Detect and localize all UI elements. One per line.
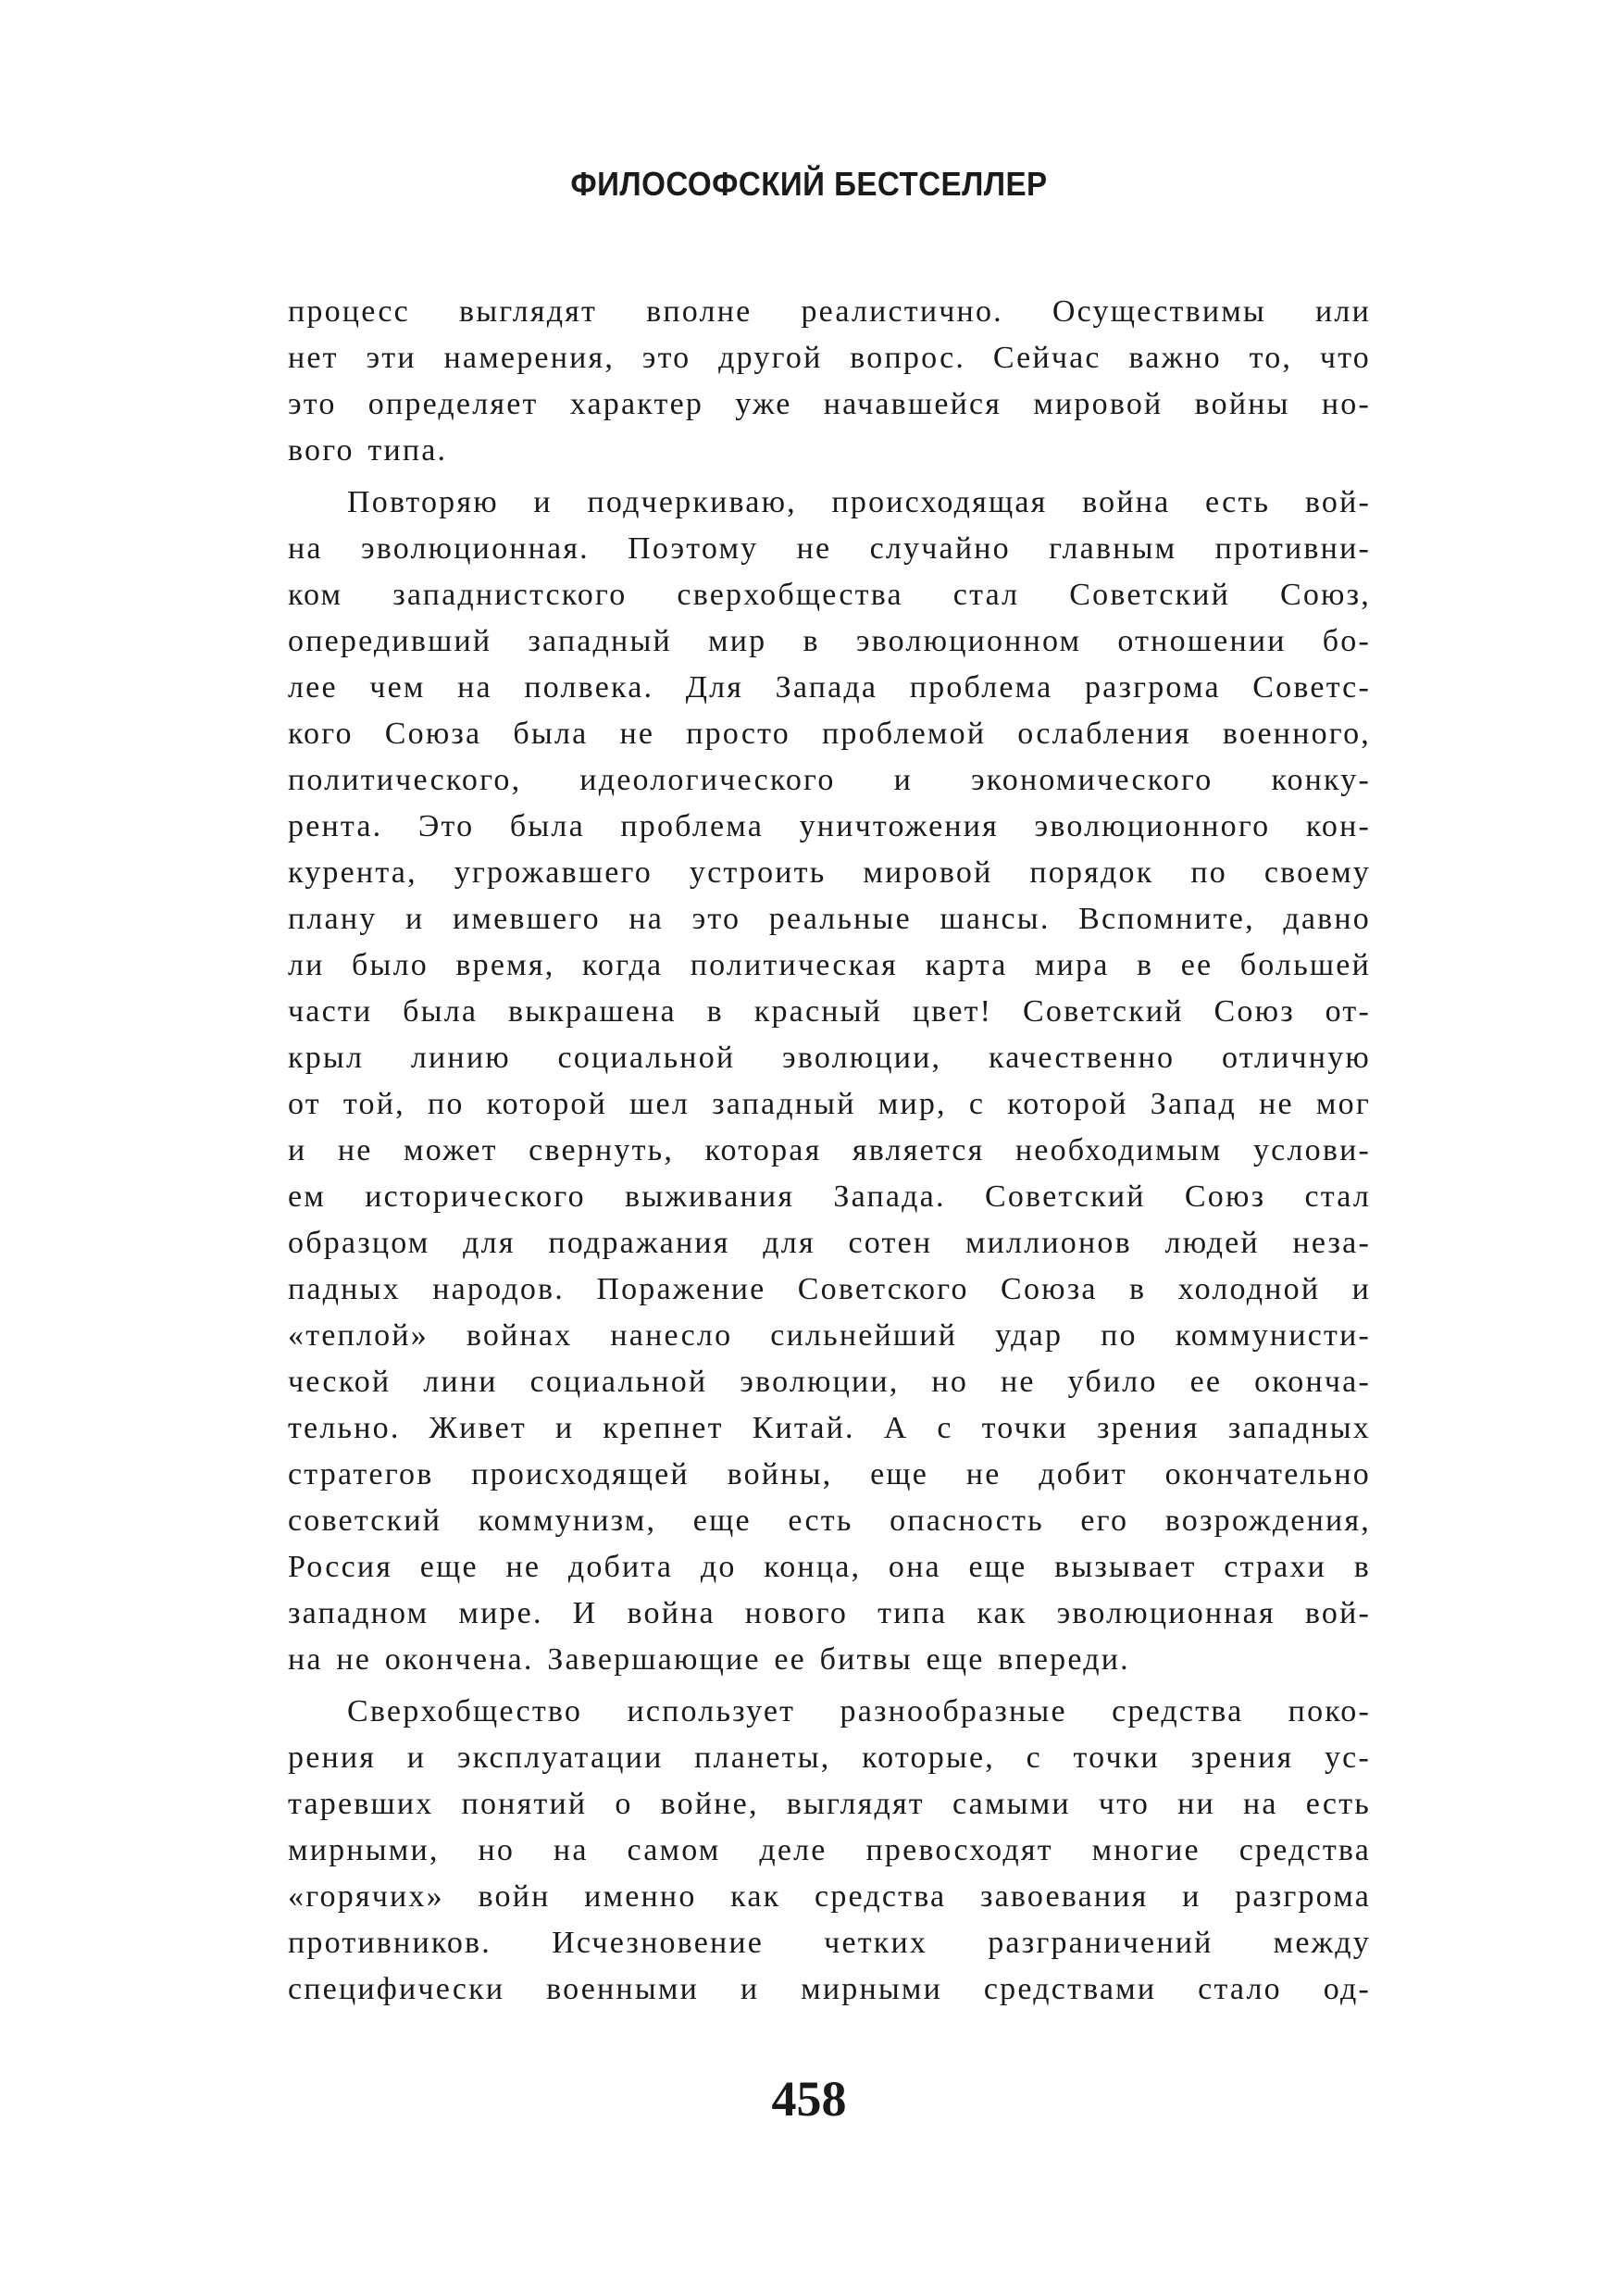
text-line: стратегов происходящей войны, еще не добит окончательно bbox=[288, 1457, 1371, 1491]
text-line: от той, по которой шел западный мир, с которой Запад не мог bbox=[288, 1087, 1371, 1121]
body-text bbox=[288, 289, 1371, 2013]
text-line: это определяет характер уже начавшейся мировой войны но- bbox=[288, 387, 1371, 421]
paragraph bbox=[288, 1689, 1371, 2013]
paragraph bbox=[288, 480, 1371, 1683]
text-line: и не может свернуть, которая является необходимым услови- bbox=[288, 1133, 1371, 1167]
text-line: таревших понятий о войне, выглядят самыми что ни на есть bbox=[288, 1787, 1371, 1821]
text-line: опередивший западный мир в эволюционном отношении бо- bbox=[288, 624, 1371, 658]
text-line: части была выкрашена в красный цвет! Советский Союз от- bbox=[288, 994, 1371, 1029]
text-line: нет эти намерения, это другой вопрос. Сейчас важно то, что bbox=[288, 341, 1371, 375]
text-line: падных народов. Поражение Советского Союза в холодной и bbox=[288, 1272, 1371, 1306]
text-line: западном мире. И война нового типа как эволюционная вой- bbox=[288, 1596, 1371, 1630]
running-title: ФИЛОСОФСКИЙ БЕСТСЕЛЛЕР bbox=[570, 165, 1048, 203]
text-line: процесс выглядят вполне реалистично. Осуществимы или bbox=[288, 294, 1371, 329]
text-line: «теплой» войнах нанесло сильнейший удар по коммунисти- bbox=[288, 1318, 1371, 1353]
text-line: вого типа. bbox=[288, 433, 448, 468]
text-line: образцом для подражания для сотен миллионов людей неза- bbox=[288, 1226, 1371, 1260]
text-line: ем исторического выживания Запада. Советский Союз стал bbox=[288, 1179, 1371, 1214]
text-line: на не окончена. Завершающие ее битвы еще впереди. bbox=[288, 1642, 1130, 1677]
text-line: Россия еще не добита до конца, она еще вызывает страхи в bbox=[288, 1550, 1371, 1584]
text-line: ли было время, когда политическая карта мира в ее большей bbox=[288, 948, 1371, 982]
text-line: «горячих» войн именно как средства завоевания и разгрома bbox=[288, 1879, 1371, 1914]
text-line: на эволюционная. Поэтому не случайно главным противни- bbox=[288, 531, 1371, 566]
text-line: рения и эксплуатации планеты, которые, с точки зрения ус- bbox=[288, 1741, 1371, 1775]
text-line: ком западнистского сверхобщества стал Советский Союз, bbox=[288, 578, 1371, 612]
text-line: крыл линию социальной эволюции, качественно отличную bbox=[288, 1041, 1371, 1075]
text-line: специфически военными и мирными средствами стало од- bbox=[288, 1972, 1371, 2006]
text-line: политического, идеологического и экономического конку- bbox=[288, 763, 1371, 797]
text-line: советский коммунизм, еще есть опасность его возрождения, bbox=[288, 1504, 1371, 1538]
text-line: ческой лини социальной эволюции, но не убило ее оконча- bbox=[288, 1365, 1371, 1399]
text-line: тельно. Живет и крепнет Китай. А с точки зрения западных bbox=[288, 1411, 1371, 1445]
text-line: кого Союза была не просто проблемой ослабления военного, bbox=[288, 717, 1371, 751]
text-line: противников. Исчезновение четких разграничений между bbox=[288, 1926, 1371, 1960]
text-line: рента. Это была проблема уничтожения эволюционного кон- bbox=[288, 809, 1371, 843]
text-line: лее чем на полвека. Для Запада проблема разгрома Советс- bbox=[288, 670, 1371, 705]
text-line: Сверхобщество использует разнообразные средства поко- bbox=[347, 1694, 1371, 1728]
text-line: Повторяю и подчеркиваю, происходящая война есть вой- bbox=[347, 485, 1371, 519]
text-line: курента, угрожавшего устроить мировой порядок по своему bbox=[288, 855, 1371, 890]
paragraph bbox=[288, 289, 1371, 474]
page-number: 458 bbox=[771, 2071, 847, 2127]
text-line: мирными, но на самом деле превосходят многие средства bbox=[288, 1833, 1371, 1867]
text-line: плану и имевшего на это реальные шансы. Вспомните, давно bbox=[288, 902, 1371, 936]
